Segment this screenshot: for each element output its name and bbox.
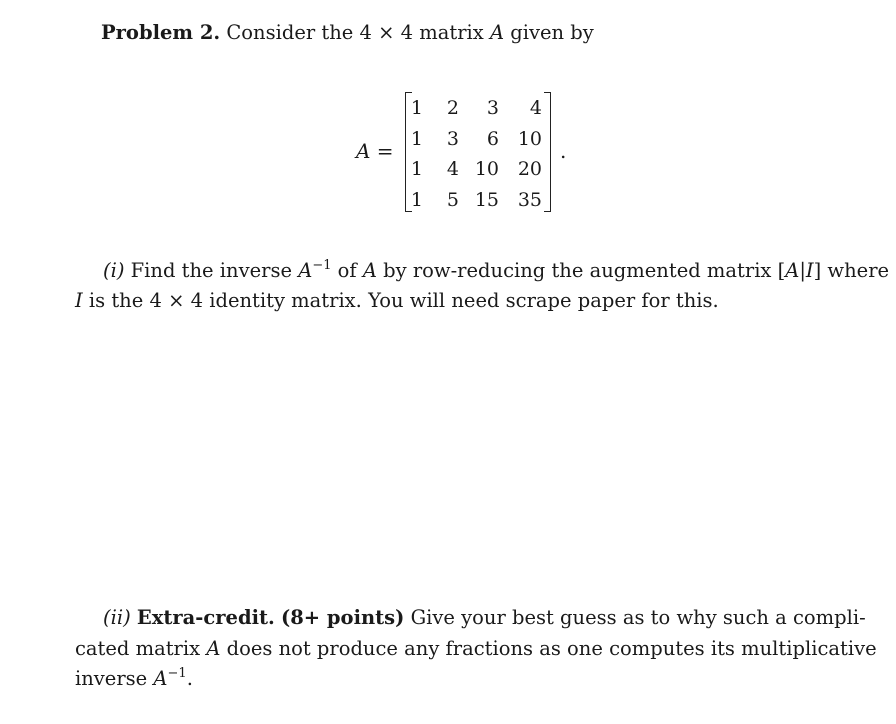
matrix-row: 1 5 15 35 <box>410 188 542 211</box>
matrix-row: 1 3 6 10 <box>410 127 542 150</box>
extra-credit-points: (8+ points) <box>281 606 405 629</box>
part-ii-line-3: inverse $A^{-1}$. <box>75 666 193 690</box>
problem-intro: Problem 2. Consider the 4 × 4 matrix A given by <box>101 21 594 44</box>
matrix-row: 1 2 3 4 <box>410 97 542 120</box>
matrix-A <box>405 92 551 212</box>
part-ii-line-2: cated matrix A does not produce any fractions as one computes its multiplicative <box>75 637 877 660</box>
matrix-table <box>409 93 542 215</box>
part-ii-line-1: (ii) Extra-credit. (8+ points) Give your best guess as to why such a compli- <box>103 606 866 629</box>
matrix-row: 1 4 10 20 <box>410 158 542 181</box>
right-bracket <box>544 92 551 212</box>
problem-heading: Problem 2. <box>101 21 221 44</box>
part-i-line-2: I is the 4 × 4 identity matrix. You will need scrape paper for this. <box>75 289 719 312</box>
extra-credit-title: Extra-credit. <box>136 606 275 629</box>
matrix-period: . <box>560 139 567 163</box>
matrix-label: A = <box>356 139 394 163</box>
part-i-label: (i) <box>103 259 125 282</box>
part-i-line-1: (i) Find the inverse $A^{-1}$ of A by row-reducing the augmented matrix [A|I] where <box>103 258 890 282</box>
part-ii-label: (ii) <box>103 606 131 629</box>
